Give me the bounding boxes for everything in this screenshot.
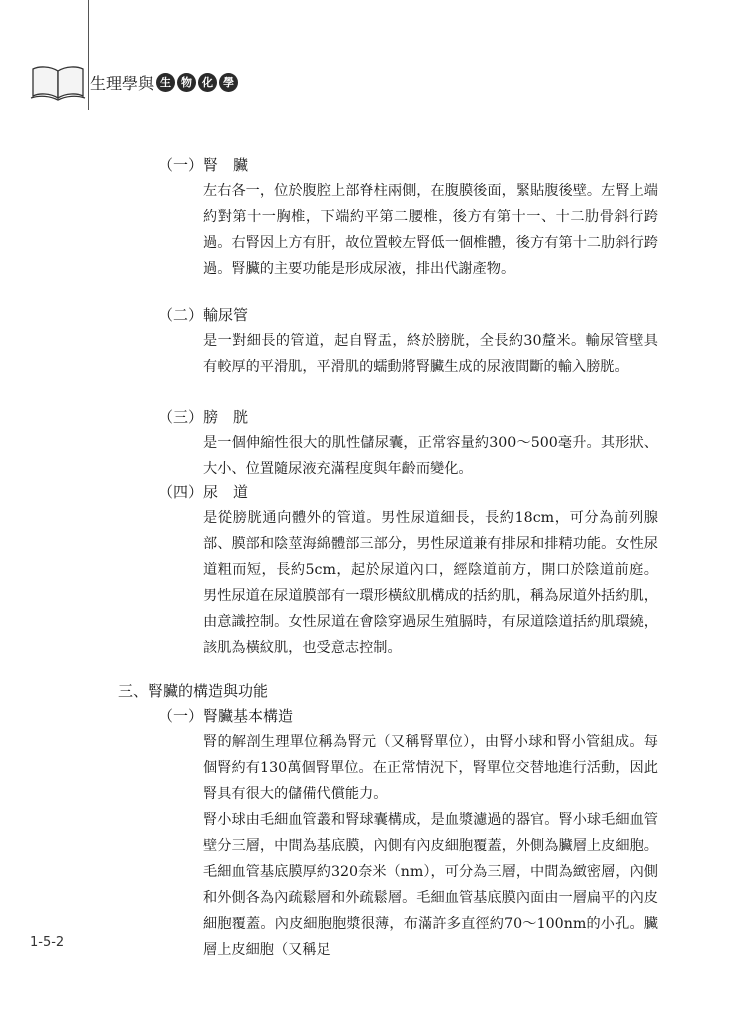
- paragraph-kidney: 左右各一，位於腹腔上部脊柱兩側，在腹膜後面，緊貼腹後壁。左腎上端約對第十一胸椎，下端約平第二腰椎，後方有第十一、十二肋骨斜行跨過。右腎因上方有肝，故位置較左腎低一個椎體，後方有第十二肋斜行跨過。腎臟的主要功能是形成尿液，排出代謝產物。: [203, 183, 658, 277]
- paragraph-basic-structure-2: 腎小球由毛細血管叢和腎球囊構成，是血漿濾過的器官。腎小球毛細血管壁分三層，中間為基底膜，內側有內皮細胞覆蓋，外側為臟層上皮細胞。毛細血管基底膜厚約320奈米（nm），可分為三層，中間為緻密層，內側和外側各為內疏鬆層和外疏鬆層。毛細血管基底膜內面由一層扁平的內皮細胞覆蓋。內皮細胞胞漿很薄，布滿許多直徑約70～100nm的小孔。臟層上皮細胞（又稱足: [203, 812, 658, 958]
- section-heading-urethra: （四）尿 道: [158, 483, 249, 501]
- book-title: [90, 71, 238, 94]
- book-title-prefix: 生理學與: [90, 73, 155, 93]
- section-heading-basic-structure: （一）腎臟基本構造: [158, 707, 294, 725]
- running-header: [30, 62, 238, 102]
- paragraph-urethra: 是從膀胱通向體外的管道。男性尿道細長，長約18cm，可分為前列腺部、膜部和陰莖海綿體部三部分，男性尿道兼有排尿和排精功能。女性尿道粗而短，長約5cm，起於尿道內口，經陰道前方，開口於陰道前庭。男性尿道在尿道膜部有一環形橫紋肌構成的括約肌，稱為尿道外括約肌，由意識控制。女性尿道在會陰穿過尿生殖膈時，有尿道陰道括約肌環繞，該肌為橫紋肌，也受意志控制。: [203, 510, 658, 656]
- paragraph-bladder: 是一個伸縮性很大的肌性儲尿囊，正常容量約300～500毫升。其形狀、大小、位置隨尿液充滿程度與年齡而變化。: [203, 435, 658, 477]
- section-heading-bladder: （三）膀 胱: [158, 408, 249, 426]
- page-number: 1-5-2: [30, 935, 65, 950]
- title-circle-char: 學: [219, 73, 238, 92]
- paragraph-ureter: 是一對細長的管道，起自腎盂，終於膀胱，全長約30釐米。輸尿管壁具有較厚的平滑肌，平滑肌的蠕動將腎臟生成的尿液間斷的輸入膀胱。: [203, 333, 658, 375]
- open-book-icon: [30, 63, 86, 101]
- paragraph-basic-structure-1: 腎的解剖生理單位稱為腎元（又稱腎單位），由腎小球和腎小管組成。每個腎約有130萬個腎單位。在正常情況下，腎單位交替地進行活動，因此腎具有很大的儲備代償能力。: [203, 734, 658, 802]
- title-circle-char: 生: [156, 73, 175, 92]
- section-heading-ureter: （二）輸尿管: [158, 306, 249, 324]
- chapter-heading: 三、腎臟的構造與功能: [118, 682, 269, 700]
- title-circle-char: 化: [198, 73, 217, 92]
- section-heading-kidney: （一）腎 臟: [158, 156, 249, 174]
- title-circle-char: 物: [177, 73, 196, 92]
